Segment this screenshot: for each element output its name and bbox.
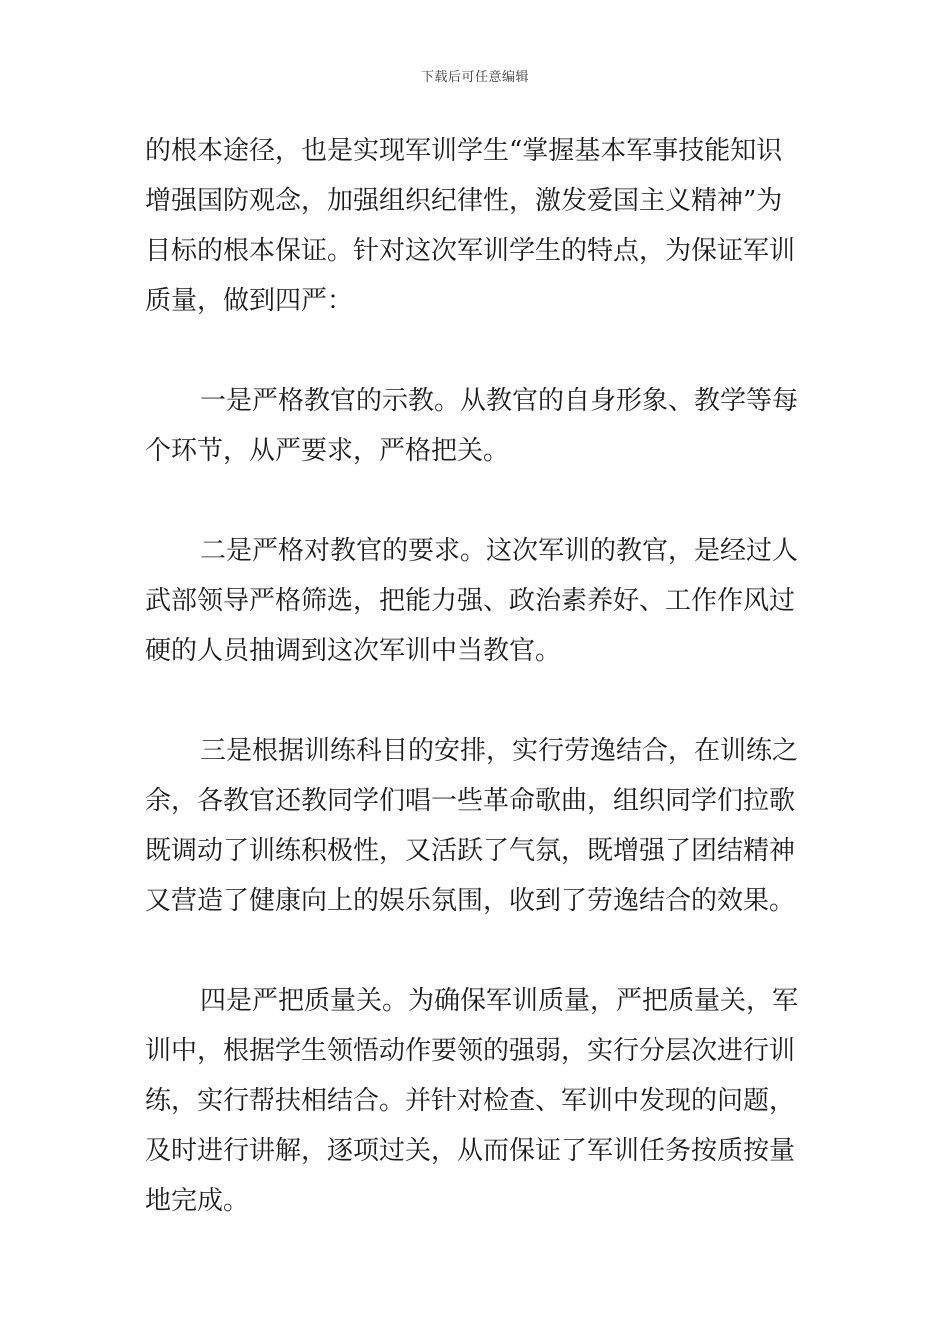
text-line: 硬的人员抽调到这次军训中当教官。 xyxy=(145,636,562,666)
document-body xyxy=(145,126,810,1226)
text-line: 训中，根据学生领悟动作要领的强弱，实行分层次进行训 xyxy=(145,1036,796,1066)
paragraph-intro xyxy=(145,126,810,326)
paragraph-point-four xyxy=(145,976,810,1226)
paragraph-point-three xyxy=(145,726,810,926)
text-line: 地完成。 xyxy=(145,1186,250,1216)
text-line: 既调动了训练积极性，又活跃了气氛，既增强了团结精神 xyxy=(145,836,796,866)
text-line: 质量，做到四严： xyxy=(145,286,354,316)
text-line: 练，实行帮扶相结合。并针对检查、军训中发现的问题， xyxy=(145,1086,796,1116)
paragraph-spacer xyxy=(145,326,810,376)
text-line: 又营造了健康向上的娱乐氛围，收到了劳逸结合的效果。 xyxy=(145,886,796,916)
text-line: 的根本途径，也是实现军训学生“掌握基本军事技能知识 xyxy=(145,136,783,166)
paragraph-point-one xyxy=(145,376,810,476)
text-line: 个环节，从严要求，严格把关。 xyxy=(145,436,510,466)
paragraph-spacer xyxy=(145,926,810,976)
paragraph-point-two xyxy=(145,526,810,676)
text-line: 余，各教官还教同学们唱一些革命歌曲，组织同学们拉歌 xyxy=(145,786,796,816)
text-line: 一是严格教官的示教。从教官的自身形象、教学等每 xyxy=(200,386,799,416)
text-line: 目标的根本保证。针对这次军训学生的特点，为保证军训 xyxy=(145,236,796,266)
paragraph-spacer xyxy=(145,676,810,726)
text-line: 三是根据训练科目的安排，实行劳逸结合，在训练之 xyxy=(200,736,799,766)
text-line: 增强国防观念，加强组织纪律性，激发爱国主义精神”为 xyxy=(145,186,783,216)
text-line: 四是严把质量关。为确保军训质量，严把质量关，军 xyxy=(200,986,799,1016)
page-header: 下载后可任意编辑 xyxy=(420,70,529,85)
text-line: 及时进行讲解，逐项过关，从而保证了军训任务按质按量 xyxy=(145,1136,796,1166)
paragraph-spacer xyxy=(145,476,810,526)
text-line: 二是严格对教官的要求。这次军训的教官，是经过人 xyxy=(200,536,799,566)
text-line: 武部领导严格筛选，把能力强、政治素养好、工作作风过 xyxy=(145,586,796,616)
